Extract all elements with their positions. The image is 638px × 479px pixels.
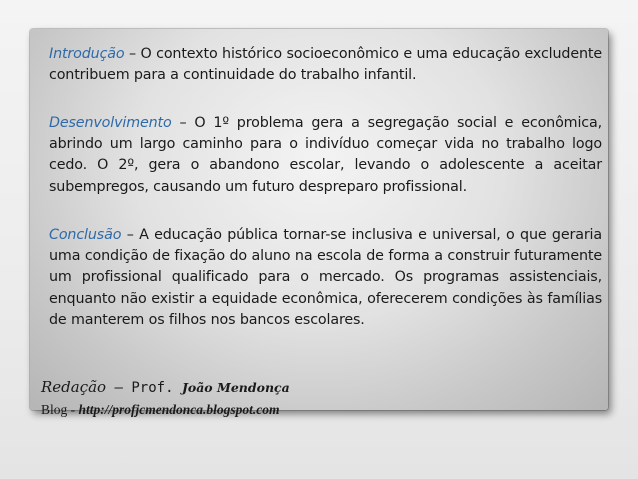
label-desenvolvimento: Desenvolvimento	[49, 115, 172, 131]
label-conclusao: Conclusão	[49, 227, 122, 243]
footer-author-name: João Mendonça	[181, 380, 290, 395]
paragraph-introducao	[49, 44, 602, 86]
footer-blog-label: Blog -	[41, 402, 79, 417]
text-desenvolvimento: – O 1º problema gera a segregação social e econômica, abrindo um largo caminho para o indivíduo começar vida no trabalho logo cedo. O 2º, gera o abandono escolar, levando o adolescente a aceitar subempregos, causando um futuro despreparo profissional.	[49, 115, 602, 195]
footer-redacao: Redação	[41, 378, 107, 396]
paragraph-desenvolvimento	[49, 113, 602, 198]
label-introducao: Introdução	[49, 46, 125, 62]
footer-author	[41, 378, 290, 396]
text-introducao: – O contexto histórico socioeconômico e uma educação excludente contribuem para a continuidade do trabalho infantil.	[49, 46, 602, 84]
footer-blog	[41, 402, 280, 418]
footer-prof: – Prof.	[106, 380, 182, 396]
footer-blog-url[interactable]: http://profjcmendonca.blogspot.com	[78, 402, 280, 417]
paragraph-conclusao	[49, 225, 602, 331]
text-conclusao: – A educação pública tornar-se inclusiva e universal, o que geraria uma condição de fixação do aluno na escola de forma a construir futuramente um profissional qualificado para o mercado. Os programas assistenciais, enquanto não existir a equidade econômica, oferecerem condições às famílias de manterem os filhos nos bancos escolares.	[49, 227, 602, 328]
